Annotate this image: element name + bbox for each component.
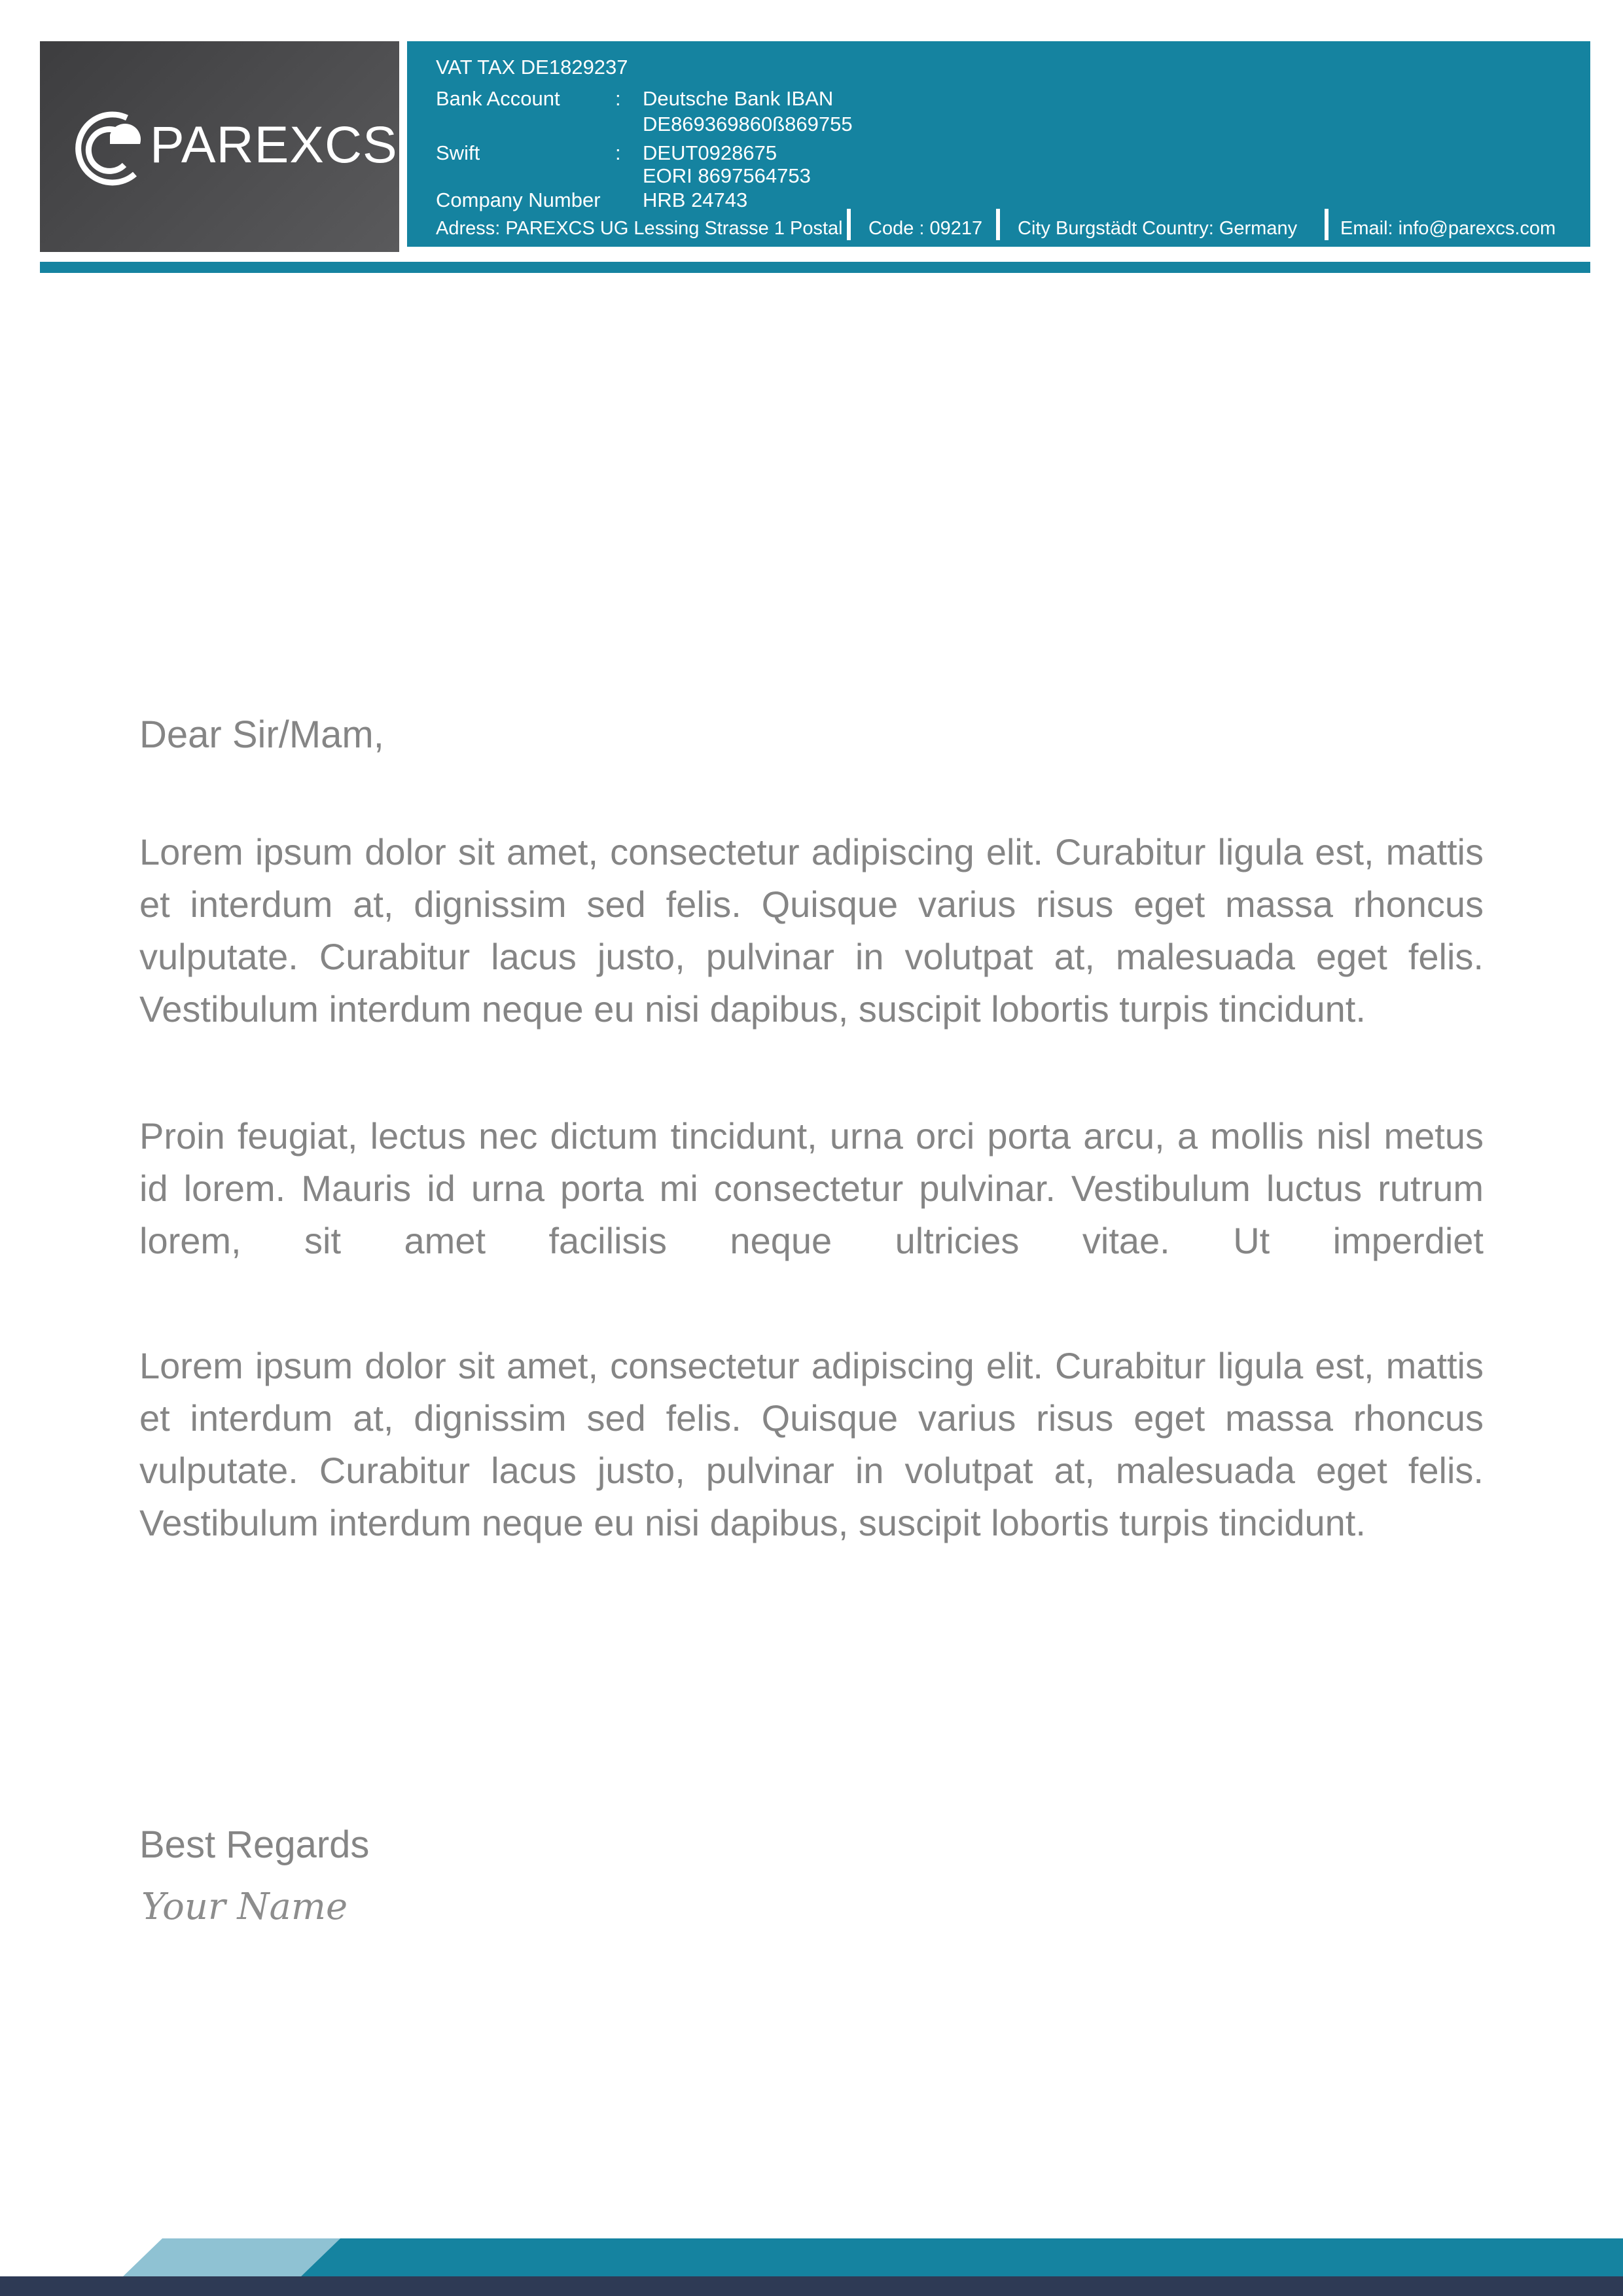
city-country: City Burgstädt Country: Germany <box>1018 218 1298 239</box>
parexcs-logo-icon <box>69 106 148 191</box>
closing: Best Regards <box>139 1823 370 1866</box>
eori-value: EORI 8697564753 <box>643 164 811 187</box>
postal-code: Code : 09217 <box>868 218 983 239</box>
separator <box>996 209 1000 240</box>
swift-label: Swift <box>436 141 480 164</box>
iban-value: DE869369860ß869755 <box>643 113 853 135</box>
greeting: Dear Sir/Mam, <box>139 713 384 756</box>
swift-colon: : <box>615 141 621 164</box>
bank-account-label: Bank Account <box>436 87 560 110</box>
swift-value: DEUT0928675 <box>643 141 777 164</box>
bank-account-value: Deutsche Bank IBAN <box>643 87 834 110</box>
header-divider <box>40 262 1590 273</box>
company-info-panel <box>407 41 1590 247</box>
company-number-label: Company Number <box>436 188 601 211</box>
separator <box>1325 209 1329 240</box>
signature: Your Name <box>141 1886 348 1928</box>
paragraph-2: Proin feugiat, lectus nec dictum tincidunt, urna orci porta arcu, a mollis nisl metus id lorem. Mauris id urna porta mi consectetur pulvinar. Vestibulum luctus rutrum lorem, sit amet facilisis neque ultricies vitae. Ut imperdiet <box>139 1115 1484 1261</box>
separator <box>847 209 851 240</box>
paragraph-1: Lorem ipsum dolor sit amet, consectetur adipiscing elit. Curabitur ligula est, mattis et interdum at, dignissim sed felis. Quisque varius risus eget massa rhoncus vulputate. Curabitur lacus justo, pulvinar in volutpat at, malesuada eget felis. Vestibulum interdum neque eu nisi dapibus, suscipit lobortis turpis tincidunt. <box>139 831 1484 1030</box>
footer-band <box>0 2238 1623 2296</box>
company-logo <box>40 41 399 252</box>
vat-number: VAT TAX DE1829237 <box>436 56 628 79</box>
address: Adress: PAREXCS UG Lessing Strasse 1 Postal <box>436 218 843 239</box>
paragraph-3: Lorem ipsum dolor sit amet, consectetur adipiscing elit. Curabitur ligula est, mattis et interdum at, dignissim sed felis. Quisque varius risus eget massa rhoncus vulputate. Curabitur lacus justo, pulvinar in volutpat at, malesuada eget felis. Vestibulum interdum neque eu nisi dapibus, suscipit lobortis turpis tincidunt. <box>139 1345 1484 1543</box>
bank-account-colon: : <box>615 87 621 110</box>
company-number-value: HRB 24743 <box>643 188 748 211</box>
company-name: PAREXCS <box>150 115 398 173</box>
email: Email: info@parexcs.com <box>1340 218 1556 239</box>
